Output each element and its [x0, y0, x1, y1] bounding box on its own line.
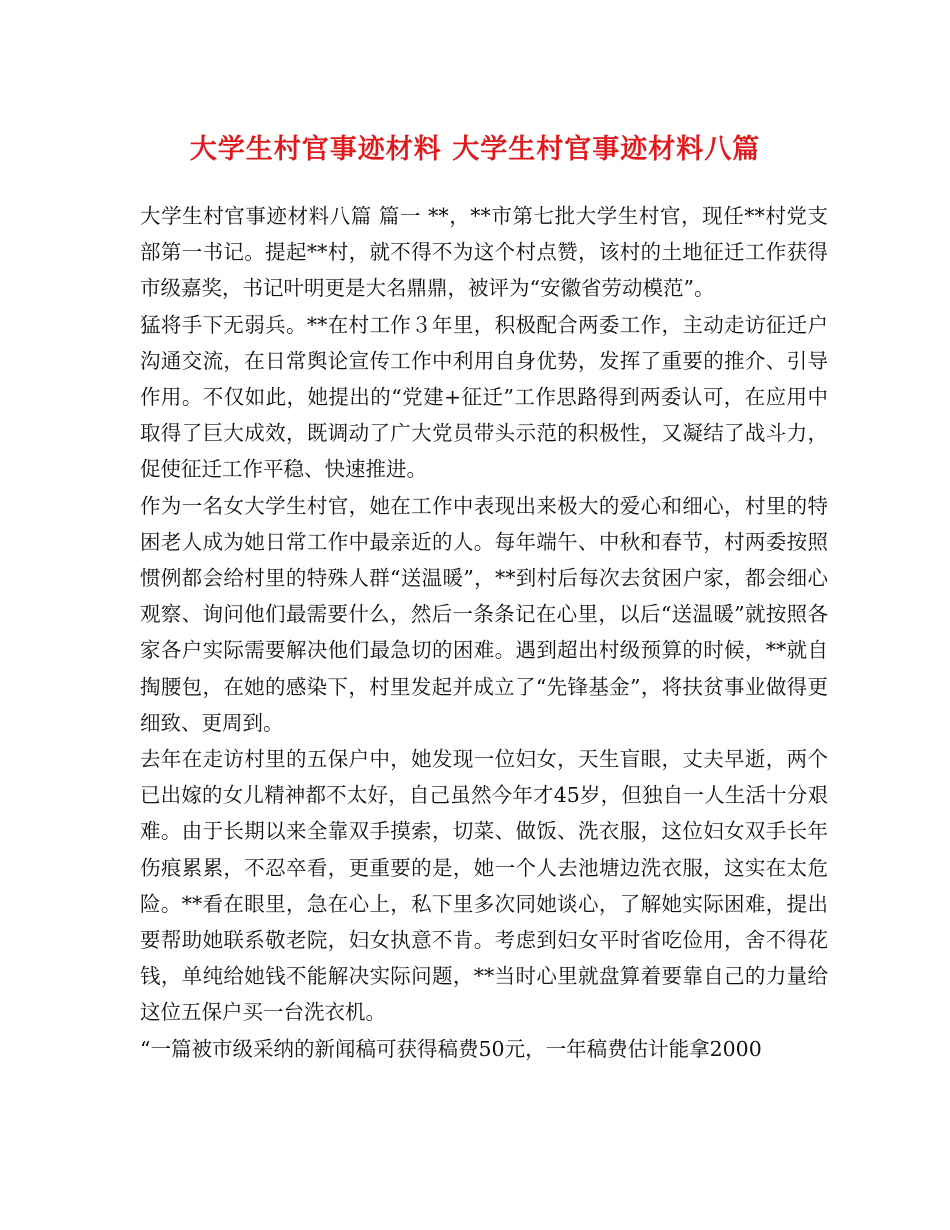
- paragraph: 作为一名女大学生村官，她在工作中表现出来极大的爱心和细心，村里的特困老人成为她日常工作中最亲近的人。每年端午、中秋和春节，村两委按照惯例都会给村里的特殊人群“送温暖”，**到村后每次去贫困户家，都会细心观察、询问他们最需要什么，然后一条条记在心里，以后“送温暖”就按照各家各户实际需要解决他们最急切的困难。遇到超出村级预算的时候，**就自掏腰包，在她的感染下，村里发起并成立了“先锋基金”，将扶贫事业做得更细致、更周到。: [140, 493, 828, 735]
- paragraph: 去年在走访村里的五保户中，她发现一位妇女，天生盲眼，丈夫早逝，两个已出嫁的女儿精神都不太好，自己虽然今年才45岁，但独自一人生活十分艰难。由于长期以来全靠双手摸索，切菜、做饭、洗衣服，这位妇女双手长年伤痕累累，不忍卒看，更重要的是，她一个人去池塘边洗衣服，这实在太危险。**看在眼里，急在心上，私下里多次同她谈心，了解她实际困难，提出要帮助她联系敬老院，妇女执意不肯。考虑到妇女平时省吃俭用，舍不得花钱，单纯给她钱不能解决实际问题，**当时心里就盘算着要靠自己的力量给这位五保户买一台洗衣机。: [140, 747, 828, 1025]
- document-body: [140, 198, 828, 1067]
- paragraph: 大学生村官事迹材料八篇 篇一 **，**市第七批大学生村官，现任**村党支部第一书记。提起**村，就不得不为这个村点赞，该村的土地征迁工作获得市级嘉奖，书记叶明更是大名鼎鼎，被评为“安徽省劳动模范”。: [140, 204, 828, 301]
- paragraph: “一篇被市级采纳的新闻稿可获得稿费50元，一年稿费估计能拿2000: [140, 1036, 762, 1061]
- paragraph: 猛将手下无弱兵。**在村工作３年里，积极配合两委工作，主动走访征迁户沟通交流，在日常舆论宣传工作中利用自身优势，发挥了重要的推介、引导作用。不仅如此，她提出的“党建+征迁”工作思路得到两委认可，在应用中取得了巨大成效，既调动了广大党员带头示范的积极性，又凝结了战斗力，促使征迁工作平稳、快速推进。: [140, 312, 828, 482]
- document-title: 大学生村官事迹材料 大学生村官事迹材料八篇: [189, 134, 761, 165]
